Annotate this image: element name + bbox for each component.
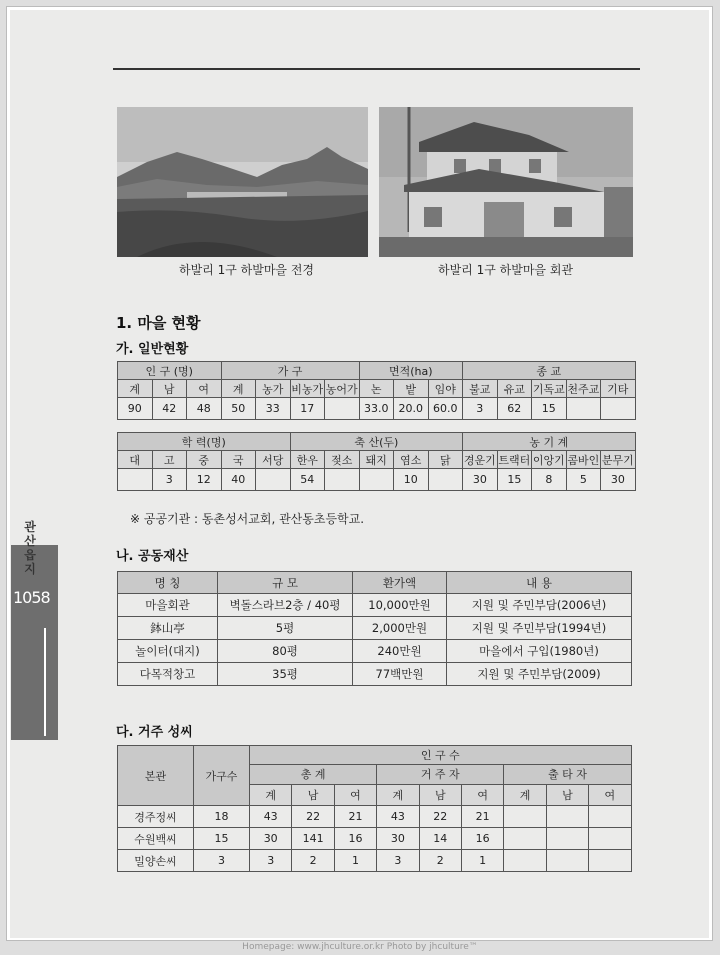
table-cell: 15 (194, 828, 250, 850)
table-cell: 141 (292, 828, 334, 850)
table-cell: 17 (290, 398, 325, 420)
population-household-table (117, 361, 636, 420)
education-livestock-table (117, 432, 636, 491)
table-cell: 밭 (394, 380, 429, 398)
surnames-heading: 다. 거주 성씨 (116, 725, 193, 740)
table-header: 학 력(명) (118, 433, 291, 451)
table-header: 거 주 자 (377, 765, 504, 784)
table-cell: 벽돌스라브2층 / 40평 (218, 594, 353, 617)
table-cell: 30 (601, 469, 636, 491)
table-cell: 2 (292, 850, 334, 872)
table-cell: 고 (152, 451, 187, 469)
table-cell: 다목적창고 (118, 663, 218, 686)
table-cell: 3 (463, 398, 498, 420)
table-header: 농 기 계 (463, 433, 636, 451)
table-cell: 이앙기 (532, 451, 567, 469)
table-cell: 42 (152, 398, 187, 420)
table-cell: 16 (334, 828, 376, 850)
table-cell: 지원 및 주민부담(2006년) (447, 594, 632, 617)
table-row (118, 398, 636, 420)
table-cell: 내 용 (447, 572, 632, 594)
table-header: 총 계 (250, 765, 377, 784)
table-cell: 10,000만원 (353, 594, 447, 617)
table-cell: 계 (250, 784, 292, 805)
page-number: 1058 (13, 588, 50, 607)
table-cell (325, 469, 360, 491)
table-cell (589, 828, 631, 850)
table-cell: 20.0 (394, 398, 429, 420)
table-cell: 비농가 (290, 380, 325, 398)
table-cell: 분무기 (601, 451, 636, 469)
table-cell: 22 (419, 806, 461, 828)
table-cell: 밀양손씨 (118, 850, 194, 872)
table-cell: 鉢山亭 (118, 617, 218, 640)
public-institutions-note: ※ 공공기관 : 동촌성서교회, 관산동초등학교. (130, 512, 365, 526)
table-cell: 90 (118, 398, 153, 420)
table-cell: 43 (377, 806, 419, 828)
table-cell: 1 (334, 850, 376, 872)
table-row (118, 469, 636, 491)
section-title: 1. 마을 현황 (116, 314, 201, 332)
table-cell: 농어가 (325, 380, 360, 398)
table-cell: 환가액 (353, 572, 447, 594)
table-cell: 놀이터(대지) (118, 640, 218, 663)
table-cell: 한우 (290, 451, 325, 469)
table-cell: 논 (359, 380, 394, 398)
table-header: 인 구 (명) (118, 362, 222, 380)
table-cell: 경주정씨 (118, 806, 194, 828)
table-row (118, 828, 632, 850)
right-photo-caption: 하발리 1구 하발마을 회관 (438, 263, 573, 277)
table-cell (504, 828, 546, 850)
table-header: 축 산(두) (290, 433, 463, 451)
table-cell: 21 (334, 806, 376, 828)
table-cell: 15 (532, 398, 567, 420)
table-cell: 규 모 (218, 572, 353, 594)
table-cell (546, 806, 588, 828)
table-cell: 계 (221, 380, 256, 398)
table-cell: 35평 (218, 663, 353, 686)
table-cell: 경운기 (463, 451, 498, 469)
table-cell: 10 (394, 469, 429, 491)
table-header: 본관 (118, 746, 194, 806)
sidebar-divider (44, 628, 46, 736)
table-cell: 지원 및 주민부담(1994년) (447, 617, 632, 640)
table-cell: 남 (292, 784, 334, 805)
table-cell: 12 (187, 469, 222, 491)
table-cell: 50 (221, 398, 256, 420)
footer-credit: Homepage: www.jhculture.or.kr Photo by jhculture™ (242, 942, 478, 952)
left-photo-caption: 하발리 1구 하발마을 전경 (179, 263, 314, 277)
table-cell (359, 469, 394, 491)
table-cell: 서당 (256, 451, 291, 469)
table-cell: 14 (419, 828, 461, 850)
table-subheader-row (118, 451, 636, 469)
table-cell: 수원백씨 (118, 828, 194, 850)
table-header: 출 타 자 (504, 765, 631, 784)
general-status-heading: 가. 일반현황 (116, 342, 189, 357)
table-cell (428, 469, 463, 491)
table-cell: 16 (461, 828, 503, 850)
table-cell: 닭 (428, 451, 463, 469)
table-cell: 여 (461, 784, 503, 805)
table-header-row (118, 572, 632, 594)
table-cell: 마을회관 (118, 594, 218, 617)
table-cell: 77백만원 (353, 663, 447, 686)
table-cell: 1 (461, 850, 503, 872)
table-cell: 30 (377, 828, 419, 850)
common-property-heading: 나. 공동재산 (116, 549, 189, 564)
table-cell: 남 (546, 784, 588, 805)
table-cell: 계 (504, 784, 546, 805)
table-cell (589, 806, 631, 828)
table-cell: 5 (566, 469, 601, 491)
table-cell: 대 (118, 451, 153, 469)
table-header-row (118, 746, 632, 765)
table-cell: 3 (194, 850, 250, 872)
table-cell: 국 (221, 451, 256, 469)
table-cell: 33 (256, 398, 291, 420)
table-cell: 8 (532, 469, 567, 491)
table-header-row (118, 362, 636, 380)
table-cell (601, 398, 636, 420)
table-cell: 지원 및 주민부담(2009) (447, 663, 632, 686)
table-cell: 유교 (497, 380, 532, 398)
table-cell: 젖소 (325, 451, 360, 469)
table-cell: 농가 (256, 380, 291, 398)
table-header: 가 구 (221, 362, 359, 380)
table-header-row (118, 433, 636, 451)
table-cell: 기독교 (532, 380, 567, 398)
table-cell: 돼지 (359, 451, 394, 469)
table-cell: 천주교 (566, 380, 601, 398)
table-cell: 30 (250, 828, 292, 850)
table-cell: 60.0 (428, 398, 463, 420)
table-cell: 80평 (218, 640, 353, 663)
table-row (118, 617, 632, 640)
table-cell: 18 (194, 806, 250, 828)
table-cell: 계 (118, 380, 153, 398)
book-title: 관산읍지 (24, 520, 36, 576)
table-cell (566, 398, 601, 420)
table-subheader-row (118, 380, 636, 398)
table-header: 면적(ha) (359, 362, 463, 380)
table-cell (325, 398, 360, 420)
surnames-table (117, 745, 632, 872)
table-cell (589, 850, 631, 872)
table-cell (546, 828, 588, 850)
table-header: 가구수 (194, 746, 250, 806)
table-cell: 여 (589, 784, 631, 805)
table-cell: 40 (221, 469, 256, 491)
table-cell: 21 (461, 806, 503, 828)
table-cell: 콤바인 (566, 451, 601, 469)
table-cell: 기타 (601, 380, 636, 398)
table-row (118, 806, 632, 828)
table-cell: 염소 (394, 451, 429, 469)
table-cell: 남 (152, 380, 187, 398)
table-cell: 트랙터 (497, 451, 532, 469)
table-row (118, 850, 632, 872)
table-cell: 명 칭 (118, 572, 218, 594)
table-cell: 2 (419, 850, 461, 872)
community-hall-photo (379, 107, 633, 257)
header-rule (113, 68, 640, 70)
table-cell: 중 (187, 451, 222, 469)
common-property-table (117, 571, 632, 686)
table-header: 인 구 수 (250, 746, 632, 765)
table-cell: 마을에서 구입(1980년) (447, 640, 632, 663)
table-cell (504, 850, 546, 872)
table-cell: 불교 (463, 380, 498, 398)
table-cell (546, 850, 588, 872)
table-cell: 3 (377, 850, 419, 872)
table-row (118, 663, 632, 686)
table-cell: 남 (419, 784, 461, 805)
table-cell: 30 (463, 469, 498, 491)
table-cell: 15 (497, 469, 532, 491)
table-cell: 5평 (218, 617, 353, 640)
table-row (118, 640, 632, 663)
table-cell (118, 469, 153, 491)
table-row (118, 594, 632, 617)
table-cell: 여 (334, 784, 376, 805)
table-cell: 33.0 (359, 398, 394, 420)
table-cell: 54 (290, 469, 325, 491)
table-cell: 240만원 (353, 640, 447, 663)
table-cell: 2,000만원 (353, 617, 447, 640)
table-cell (504, 806, 546, 828)
village-landscape-photo (117, 107, 368, 257)
table-cell: 48 (187, 398, 222, 420)
table-cell: 43 (250, 806, 292, 828)
table-cell (256, 469, 291, 491)
table-cell: 임야 (428, 380, 463, 398)
table-cell: 22 (292, 806, 334, 828)
table-cell: 3 (152, 469, 187, 491)
table-cell: 계 (377, 784, 419, 805)
table-cell: 여 (187, 380, 222, 398)
table-cell: 62 (497, 398, 532, 420)
table-cell: 3 (250, 850, 292, 872)
table-header: 종 교 (463, 362, 636, 380)
